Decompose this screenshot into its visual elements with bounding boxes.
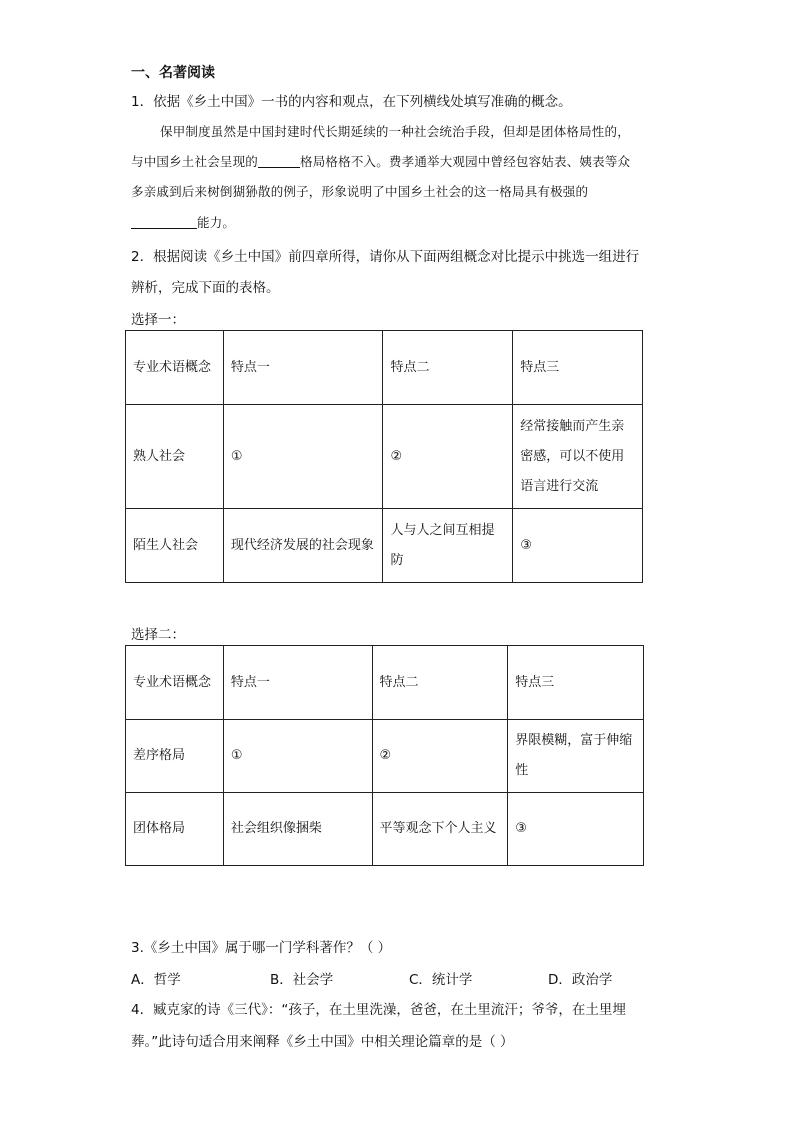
header-cell: 特点二 [372,646,508,720]
question-4-line-1: 4．臧克家的诗《三代》：“孩子，在土里洗澡，爸爸，在土里流汗；爷爷，在土里埋 [131,1002,626,1018]
option-a[interactable]: A．哲学 [131,972,181,988]
section-title: 一、名著阅读 [131,65,215,81]
table-cell: 陌生人社会 [126,509,224,583]
question-1-passage-line-1: 保甲制度虽然是中国封建时代长期延续的一种社会统治手段，但却是团体格局性的， [160,124,630,139]
passage-text: 格局格格不入。费孝通举大观园中曾经包容姑表、姨表等众 [300,154,631,169]
table-cell: 团体格局 [126,793,224,866]
table-cell: 经常接触而产生亲密感，可以不使用语言进行交流 [513,405,643,509]
header-cell: 专业术语概念 [126,646,224,720]
header-cell: 特点二 [383,331,513,405]
table-cell: 现代经济发展的社会现象 [223,509,383,583]
fill-blank-2[interactable] [131,216,197,229]
table-cell: 界限模糊，富于伸缩性 [508,720,644,793]
passage-text: 能力。 [197,215,236,230]
header-cell: 特点三 [513,331,643,405]
answer-cell[interactable]: ② [372,720,508,793]
table-cell: 社会组织像捆柴 [223,793,372,866]
option-d[interactable]: D．政治学 [548,972,613,988]
question-1-passage-line-4 [131,213,235,231]
choice-1-table [125,330,643,583]
table-cell: 人与人之间互相提防 [383,509,513,583]
choice-2-table [125,645,644,866]
fill-blank-1[interactable] [258,155,300,168]
table-header-row [126,331,643,405]
table-row [126,720,644,793]
passage-text: 与中国乡土社会呈现的 [131,154,259,169]
question-1-passage-line-3: 多亲戚到后来树倒猢狲散的例子，形象说明了中国乡土社会的这一格局具有极强的 [131,184,589,199]
question-4-line-2: 葬。”此诗句适合用来阐释《乡土中国》中相关理论篇章的是（ ） [131,1034,514,1050]
table-row [126,405,643,509]
question-3-prompt: 3.《乡土中国》属于哪一门学科著作？（ ） [131,940,392,956]
header-cell: 专业术语概念 [126,331,224,405]
answer-cell[interactable]: ① [223,405,383,509]
answer-cell[interactable]: ② [383,405,513,509]
question-1-passage-line-2 [131,152,630,170]
table-cell: 差序格局 [126,720,224,793]
header-cell: 特点一 [223,331,383,405]
question-1-prompt: 1．依据《乡土中国》一书的内容和观点，在下列横线处填写准确的概念。 [131,94,572,110]
table-row [126,509,643,583]
option-c[interactable]: C．统计学 [409,972,473,988]
answer-cell[interactable]: ③ [508,793,644,866]
table-cell: 平等观念下个人主义 [372,793,508,866]
answer-cell[interactable]: ① [223,720,372,793]
table-cell: 熟人社会 [126,405,224,509]
option-b[interactable]: B．社会学 [270,972,334,988]
answer-cell[interactable]: ③ [513,509,643,583]
choice-1-label: 选择一： [131,312,185,328]
header-cell: 特点三 [508,646,644,720]
choice-2-label: 选择二： [131,627,185,643]
header-cell: 特点一 [223,646,372,720]
question-2-prompt-line-1: 2．根据阅读《乡土中国》前四章所得，请你从下面两组概念对比提示中挑选一组进行 [131,249,640,265]
table-header-row [126,646,644,720]
table-row [126,793,644,866]
question-2-prompt-line-2: 辨析，完成下面的表格。 [131,280,280,296]
